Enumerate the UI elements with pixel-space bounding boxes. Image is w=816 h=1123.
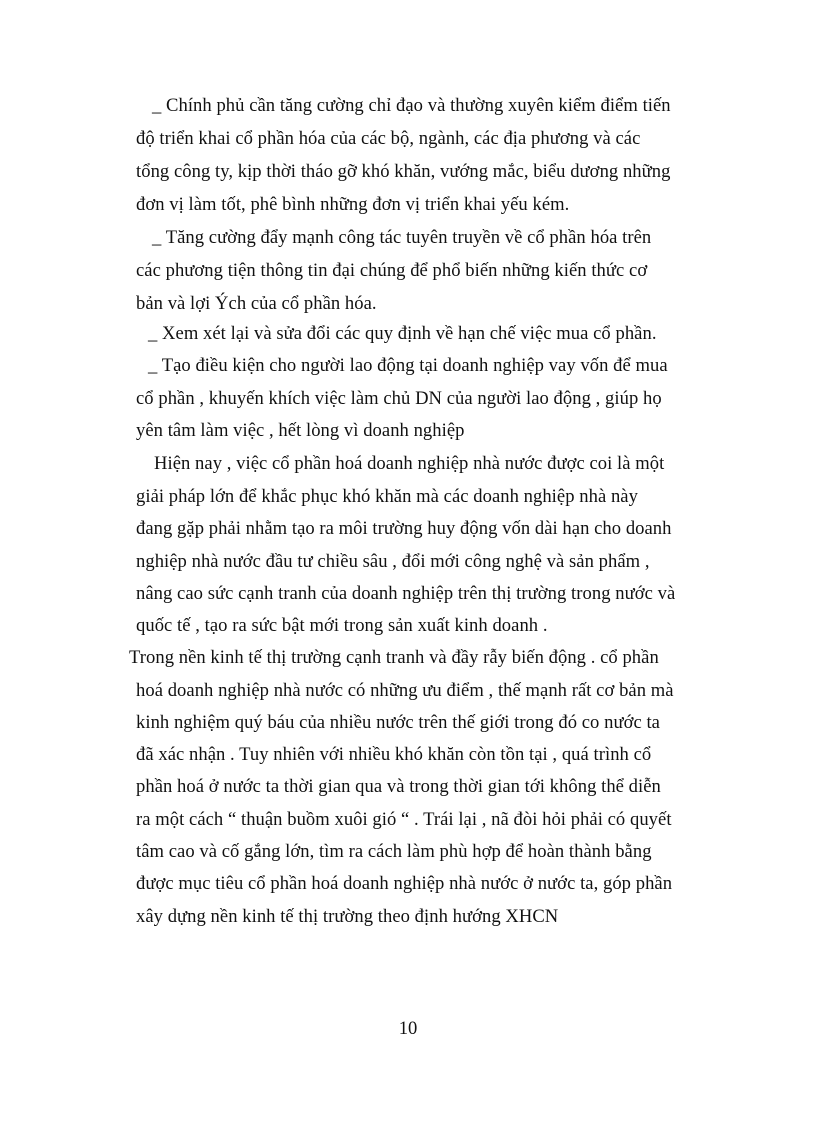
paragraph-6-line-4: đã xác nhận . Tuy nhiên với nhiều khó khăn còn tồn tại , quá trình cổ: [136, 744, 652, 765]
paragraph-6-line-6: ra một cách “ thuận buồm xuôi gió “ . Trái lại , nã đòi hỏi phải có quyết: [136, 809, 672, 830]
paragraph-1-line-1: _ Chính phủ cần tăng cường chỉ đạo và thường xuyên kiểm điểm tiến: [152, 95, 671, 116]
paragraph-2-line-2: các phương tiện thông tin đại chúng để phổ biến những kiến thức cơ: [136, 260, 648, 281]
paragraph-1-line-2: độ triển khai cổ phần hóa của các bộ, ngành, các địa phương và các: [136, 128, 641, 149]
paragraph-6-line-7: tâm cao và cố gắng lớn, tìm ra cách làm phù hợp để hoàn thành bằng: [136, 841, 652, 862]
paragraph-6-line-9: xây dựng nền kinh tế thị trường theo định hướng XHCN: [136, 906, 559, 927]
paragraph-5-line-6: quốc tế , tạo ra sức bật mới trong sản xuất kinh doanh .: [136, 615, 548, 636]
paragraph-2-line-3: bản và lợi Ých của cổ phần hóa.: [136, 293, 377, 314]
paragraph-6-line-8: được mục tiêu cổ phần hoá doanh nghiệp nhà nước ở nước ta, góp phần: [136, 873, 673, 894]
paragraph-2-line-1: _ Tăng cường đẩy mạnh công tác tuyên truyền về cổ phần hóa trên: [152, 227, 652, 248]
paragraph-5-line-2: giải pháp lớn để khắc phục khó khăn mà các doanh nghiệp nhà này: [136, 486, 638, 507]
paragraph-4-line-2: cổ phần , khuyến khích việc làm chủ DN của người lao động , giúp họ: [136, 388, 662, 409]
paragraph-5-line-3: đang gặp phải nhằm tạo ra môi trường huy động vốn dài hạn cho doanh: [136, 518, 672, 539]
paragraph-6-line-3: kinh nghiệm quý báu của nhiều nước trên thế giới trong đó co nước ta: [136, 712, 660, 733]
paragraph-4-line-3: yên tâm làm việc , hết lòng vì doanh nghiệp: [136, 420, 465, 441]
paragraph-6-line-5: phần hoá ở nước ta thời gian qua và trong thời gian tới không thể diễn: [136, 776, 661, 797]
paragraph-5-line-5: nâng cao sức cạnh tranh của doanh nghiệp trên thị trường trong nước và: [136, 583, 676, 604]
paragraph-1-line-4: đơn vị làm tốt, phê bình những đơn vị triển khai yếu kém.: [136, 194, 570, 215]
paragraph-3-line-1: _ Xem xét lại và sửa đổi các quy định về hạn chế việc mua cổ phần.: [148, 323, 657, 344]
paragraph-6-line-2: hoá doanh nghiệp nhà nước có những ưu điểm , thế mạnh rất cơ bản mà: [136, 680, 674, 701]
paragraph-5-line-1: Hiện nay , việc cổ phần hoá doanh nghiệp nhà nước được coi là một: [154, 453, 665, 474]
paragraph-4-line-1: _ Tạo điều kiện cho người lao động tại doanh nghiệp vay vốn để mua: [148, 355, 668, 376]
page-number: 10: [398, 1018, 418, 1039]
paragraph-5-line-4: nghiệp nhà nước đầu tư chiều sâu , đổi mới công nghệ và sản phẩm ,: [136, 551, 650, 572]
paragraph-6-line-1: Trong nền kinh tế thị trường cạnh tranh và đầy rẫy biến động . cổ phần: [129, 647, 659, 668]
paragraph-1-line-3: tổng công ty, kịp thời tháo gỡ khó khăn, vướng mắc, biểu dương những: [136, 161, 671, 182]
